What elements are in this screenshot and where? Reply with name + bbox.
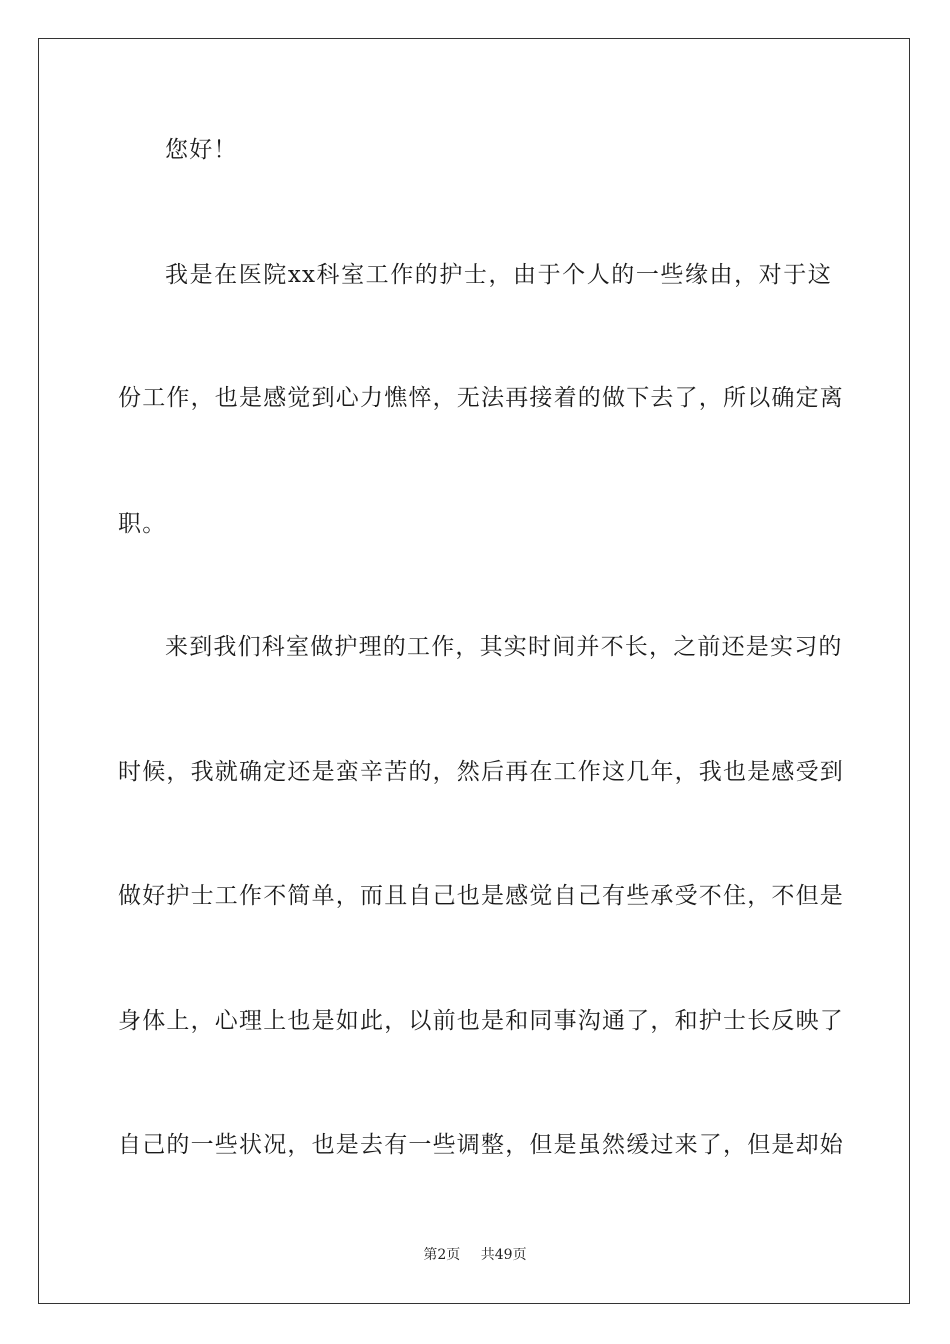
page-number: 第2页 bbox=[423, 1247, 461, 1263]
paragraph-2-line-2: 时候，我就确定还是蛮辛苦的，然后再在工作这几年，我也是感受到 bbox=[118, 759, 844, 785]
greeting-line: 您好！ bbox=[165, 137, 238, 163]
paragraph-2-line-4: 身体上，心理上也是如此，以前也是和同事沟通了，和护士长反映了 bbox=[118, 1008, 844, 1034]
paragraph-1-line-3: 职。 bbox=[118, 511, 167, 537]
paragraph-1-line-2: 份工作，也是感觉到心力憔悴，无法再接着的做下去了，所以确定离 bbox=[118, 385, 844, 411]
total-pages: 共49页 bbox=[480, 1247, 527, 1263]
page-border bbox=[38, 38, 910, 1304]
page-footer bbox=[0, 1246, 950, 1264]
paragraph-2-line-3: 做好护士工作不简单，而且自己也是感觉自己有些承受不住，不但是 bbox=[118, 883, 844, 909]
paragraph-2-line-1: 来到我们科室做护理的工作，其实时间并不长，之前还是实习的 bbox=[165, 634, 843, 660]
paragraph-2-line-5: 自己的一些状况，也是去有一些调整，但是虽然缓过来了，但是却始 bbox=[118, 1132, 844, 1158]
paragraph-1-line-1: 我是在医院xx科室工作的护士，由于个人的一些缘由，对于这 bbox=[165, 262, 832, 288]
